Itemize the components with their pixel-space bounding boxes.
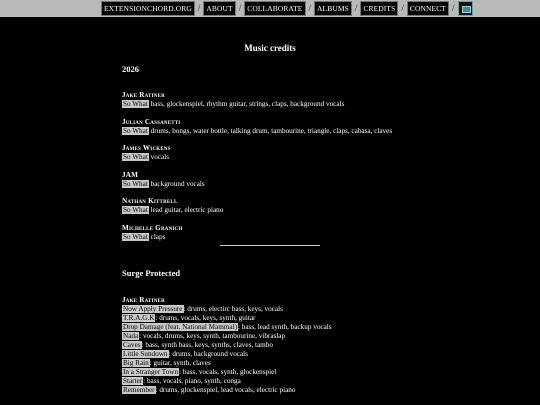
song-link[interactable]: So What [123,206,148,214]
nav-separator: / [197,3,201,13]
credit-roles: : drums, glockenspiel, lead vocals, electric piano [155,386,296,394]
song-link[interactable]: Little Sundown [123,350,168,358]
nav-collaborate-link[interactable]: COLLABORATE [244,1,305,16]
artist-name: Jake Ratiner [122,91,165,99]
song-link[interactable]: Caves [123,341,141,349]
credit-line [122,341,273,350]
credit-roles: vocals [148,153,169,161]
artist-name: JAM [122,171,139,179]
song-link[interactable]: Now Apply Pressure [123,305,183,313]
song-link[interactable]: So What [123,153,148,161]
song-link[interactable]: So What [123,180,148,188]
artist-name: Michelle Granich [122,224,183,232]
nav-connect-link[interactable]: CONNECT [407,1,449,16]
credit-line [122,350,248,359]
credit-line [122,368,276,377]
credit-roles: drums, bongs, water bottle, talking drum, tambourine, triangle, claps, cabasa, claves [148,127,393,135]
song-link[interactable]: In a Stranger Town [123,368,179,376]
credit-line [122,359,211,368]
song-link[interactable]: Drop Damage (feat. National Mammal) [123,323,237,331]
artist-name: James Wickens [122,144,171,152]
credit-line [122,332,285,341]
credit-line [122,386,295,395]
page-title: Music credits [244,43,296,53]
credit-roles: : bass, vocals, piano, synth, conga [143,377,241,385]
nav-about-link[interactable]: ABOUT [203,1,235,16]
nav-home-link[interactable]: EXTENSIONCHORD.ORG [101,1,195,16]
credit-line [122,153,169,162]
nav-credits-link[interactable]: CREDITS [360,1,398,16]
credit-line [122,100,344,109]
section-divider [220,245,320,246]
credit-line [122,180,205,189]
artist-name: Nathan Kittrell [122,197,178,205]
nav-separator: / [238,3,242,13]
credit-roles: : guitar, synth, claves [149,359,211,367]
artist-name: Jake Ratiner [122,296,165,304]
credit-line [122,323,332,332]
song-link[interactable]: Remember [123,386,155,394]
credit-line [122,233,165,242]
credit-roles: : bass, vocals, synth, glockenspiel [179,368,277,376]
song-link[interactable]: So What [123,100,148,108]
song-link[interactable]: Big Rain [123,359,149,367]
credit-roles: : drums, vocals, keys, synth, guitar [155,314,256,322]
credit-roles: : bass, lead synth, backup vocals [237,323,332,331]
nav-separator: / [401,3,404,13]
nav-albums-link[interactable]: ALBUMS [314,1,352,16]
song-link[interactable]: Nada [123,332,139,340]
song-link[interactable]: Starter [123,377,143,385]
nav-separator: / [354,3,358,13]
credit-line [122,377,241,386]
credit-roles: : drums, electirc bass, keys, vocals [183,305,283,313]
credit-roles: : drums, background vocals [168,350,248,358]
credit-roles: background vocals [148,180,205,188]
tv-icon[interactable] [458,1,473,16]
credit-roles: : bass, synth bass, keys, synths, claves, tambo [141,341,273,349]
song-link[interactable]: So What [123,233,148,241]
credit-line [122,127,392,136]
credit-line [122,305,283,314]
song-link[interactable]: So What [123,127,148,135]
nav-separator: / [308,3,312,13]
album-title: Surge Protected [122,268,181,278]
credit-line [122,314,255,323]
artist-name: Julian Cassanetti [122,118,181,126]
credit-line [122,206,223,215]
credit-roles: bass, glockenspiel, rhythm guitar, strings, claps, background vocals [148,100,345,108]
top-nav-bar [0,0,540,17]
credit-roles: lead guitar, electric piano [148,206,224,214]
credit-roles: claps [148,233,166,241]
song-link[interactable]: T.R.A.G.K [123,314,155,322]
credit-roles: : vocals, drums, keys, synth, tambourine, vibraslap [139,332,286,340]
nav-separator: / [451,3,455,13]
album-title: 2026 [122,64,139,74]
nav-menu [101,1,473,16]
